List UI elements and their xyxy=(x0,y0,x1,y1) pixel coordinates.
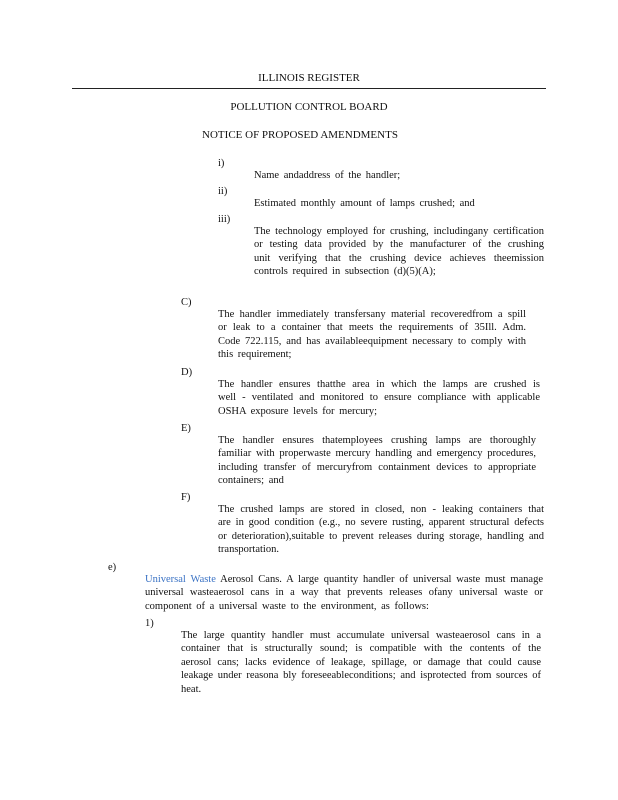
condition-label: C) xyxy=(181,297,192,308)
subitem-text: Name andaddress of the handler; xyxy=(254,169,401,181)
subitem-label: i) xyxy=(218,158,225,169)
universal-waste-link[interactable]: Universal Waste xyxy=(145,573,216,585)
subitem-text: Estimated monthly amount of lamps crushed; and xyxy=(254,197,475,209)
item-label: 1) xyxy=(145,618,154,629)
subitem-label: ii) xyxy=(218,186,228,197)
condition-text: The handler ensures thatemployees crushing lamps are thoroughly familiar with properwaste mercury handling and emergency procedures, including transfer of mercuryfrom containment devices to appropriate containers; and xyxy=(218,434,536,487)
condition-text: The handler ensures thatthe area in which the lamps are crushed is well - ventilated and monitored to ensure compliance with applicable OSHA exposure levels for mercury; xyxy=(218,378,540,417)
subitem-label: iii) xyxy=(218,214,231,225)
header-divider xyxy=(72,88,546,89)
condition-label: E) xyxy=(181,423,191,434)
section-paragraph xyxy=(145,573,543,614)
board-title: POLLUTION CONTROL BOARD xyxy=(230,101,388,113)
section-label: e) xyxy=(108,562,117,573)
condition-text: The crushed lamps are stored in closed, non - leaking containers that are in good condition (e.g., no severe rusting, apparent structural defects or deterioration),suitable to prevent releases during storage, handling and transportation. xyxy=(218,503,544,556)
notice-title: NOTICE OF PROPOSED AMENDMENTS xyxy=(202,129,398,141)
condition-label: F) xyxy=(181,492,191,503)
item-text: The large quantity handler must accumulate universal wasteaerosol cans in a container that is structurally sound; is compatible with the contents of the aerosol cans; lacks evidence of leakage, spillage, or damage that could cause leakage under reasona bly foreseeableconditions; and isprotected from sources of heat. xyxy=(181,629,541,695)
condition-text: The handler immediately transfersany material recoveredfrom a spill or leak to a container that meets the requirements of 35Ill. Adm. Code 722.115, and has availableequipment necessary to comply with this requirement; xyxy=(218,308,526,361)
subitem-text: The technology employed for crushing, includingany certification or testing data provided by the manufacturer of the crushing unit verifying that the crushing device achieves theemission controls required in subsection (d)(5)(A); xyxy=(254,225,544,278)
condition-label: D) xyxy=(181,367,193,378)
section-text: Aerosol Cans. A large quantity handler of universal waste must manage universal wasteaerosol cans in a way that prevents releases ofany universal waste or component of a universal waste to the environment, as follows: xyxy=(145,573,543,612)
register-title: ILLINOIS REGISTER xyxy=(258,72,360,84)
